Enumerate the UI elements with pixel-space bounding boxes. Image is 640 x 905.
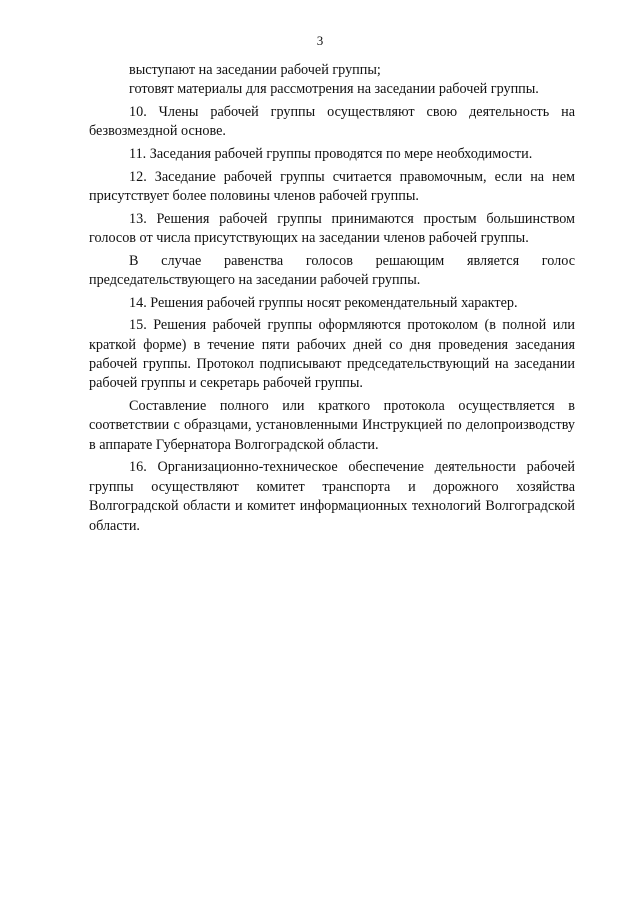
- paragraph-item-10: 10. Члены рабочей группы осуществляют свою деятельность на безвозмездной основе.: [89, 104, 575, 140]
- paragraph-item-protocol: Составление полного или краткого протокола осуществляется в соответствии с образцами, установленными Инструкцией по делопроизводству в аппарате Губернатора Волгоградской области.: [89, 398, 575, 453]
- paragraph-item-13: 13. Решения рабочей группы принимаются простым большинством голосов от числа присутствующих на заседании членов рабочей группы.: [89, 210, 575, 246]
- paragraph-item-14: 14. Решения рабочей группы носят рекомендательный характер.: [129, 294, 518, 311]
- paragraph-item-11: 11. Заседания рабочей группы проводятся по мере необходимости.: [129, 146, 533, 162]
- paragraph-item: готовят материалы для рассмотрения на заседании рабочей группы.: [129, 81, 539, 98]
- paragraph-item-12: 12. Заседание рабочей группы считается правомочным, если на нем присутствует более половины членов рабочей группы.: [89, 168, 575, 204]
- page-number: 3: [316, 33, 324, 48]
- document-body: [89, 61, 575, 539]
- paragraph-item-16: 16. Организационно-техническое обеспечение деятельности рабочей группы осуществляют комитет транспорта и дорожного хозяйства Волгоградской области и комитет информационных технологий Волгоградской области.: [89, 459, 575, 534]
- paragraph-item: выступают на заседании рабочей группы;: [129, 62, 381, 78]
- paragraph-item-tie-vote: В случае равенства голосов решающим является голос председательствующего на заседании рабочей группы.: [89, 252, 575, 288]
- paragraph-item-15: 15. Решения рабочей группы оформляются протоколом (в полной или краткой форме) в течение пяти рабочих дней со дня проведения заседания рабочей группы. Протокол подписывают председательствующий на заседании рабочей группы и секретарь рабочей группы.: [89, 317, 575, 392]
